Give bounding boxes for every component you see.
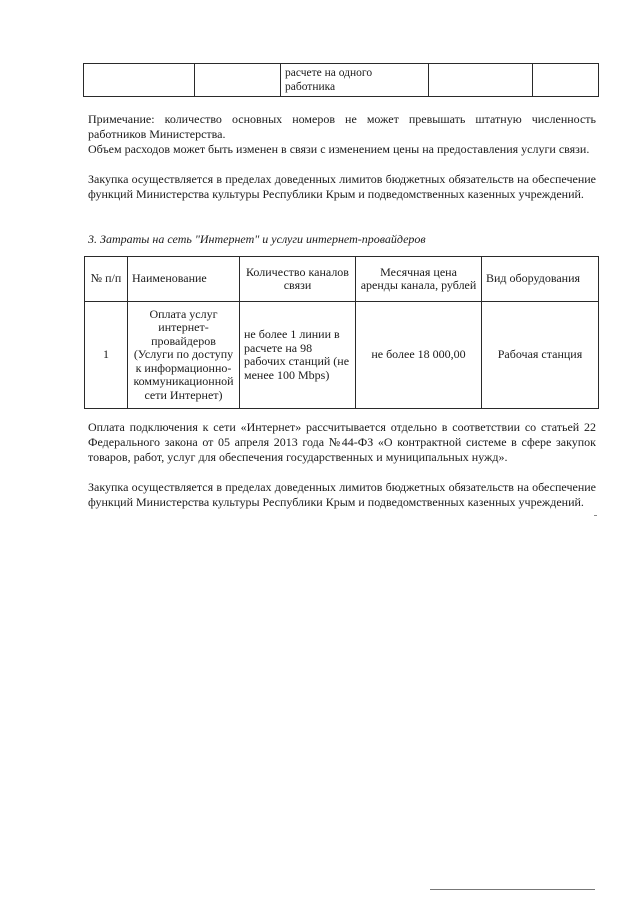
- body-paragraph: Закупка осуществляется в пределах доведенных лимитов бюджетных обязательств на обеспечение функций Министерства культуры Республики Крым и подведомственных казенных учреждений.: [88, 480, 596, 509]
- column-header: Месячная цена аренды канала, рублей: [356, 257, 482, 302]
- table-cell: не более 18 000,00: [356, 302, 482, 409]
- column-header: Наименование: [128, 257, 240, 302]
- table-row: [84, 64, 599, 97]
- table-cell: [533, 64, 599, 97]
- body-paragraph: Оплата подключения к сети «Интернет» рассчитывается отдельно в соответствии со статьей 22 Федерального закона от 05 апреля 2013 года №44-ФЗ «О контрактной системе в сфере закупок товаров, работ, услуг для обеспечения государственных и муниципальных нужд».: [88, 420, 596, 464]
- table-header-row: [85, 257, 599, 302]
- column-header: Количество каналов связи: [240, 257, 356, 302]
- table-cell: [195, 64, 281, 97]
- note-paragraph: Примечание: количество основных номеров не может превышать штатную численность работников Министерства.: [88, 112, 596, 141]
- note-paragraph: Закупка осуществляется в пределах доведенных лимитов бюджетных обязательств на обеспечение функций Министерства культуры Республики Крым и подведомственных казенных учреждений.: [88, 172, 596, 201]
- top-table-fragment: [83, 63, 599, 97]
- footer-rule: [430, 889, 595, 890]
- scan-mark: [594, 515, 597, 516]
- table-row: [85, 302, 599, 409]
- table-cell: [429, 64, 533, 97]
- section-title: 3. Затраты на сеть "Интернет" и услуги интернет-провайдеров: [88, 232, 426, 246]
- table-cell: [84, 64, 195, 97]
- table-cell: Рабочая станция: [482, 302, 599, 409]
- internet-costs-table: [84, 256, 599, 409]
- column-header: Вид оборудования: [482, 257, 599, 302]
- table-cell: расчете на одного работника: [281, 64, 429, 97]
- note-paragraph: Объем расходов может быть изменен в связи с изменением цены на предоставления услуги связи.: [88, 142, 590, 156]
- table-cell: Оплата услуг интернет-провайдеров (Услуги по доступу к информационно-коммуникационной сети Интернет): [128, 302, 240, 409]
- column-header: № п/п: [85, 257, 128, 302]
- table-cell: 1: [85, 302, 128, 409]
- table-cell: не более 1 линии в расчете на 98 рабочих станций (не менее 100 Mbps): [240, 302, 356, 409]
